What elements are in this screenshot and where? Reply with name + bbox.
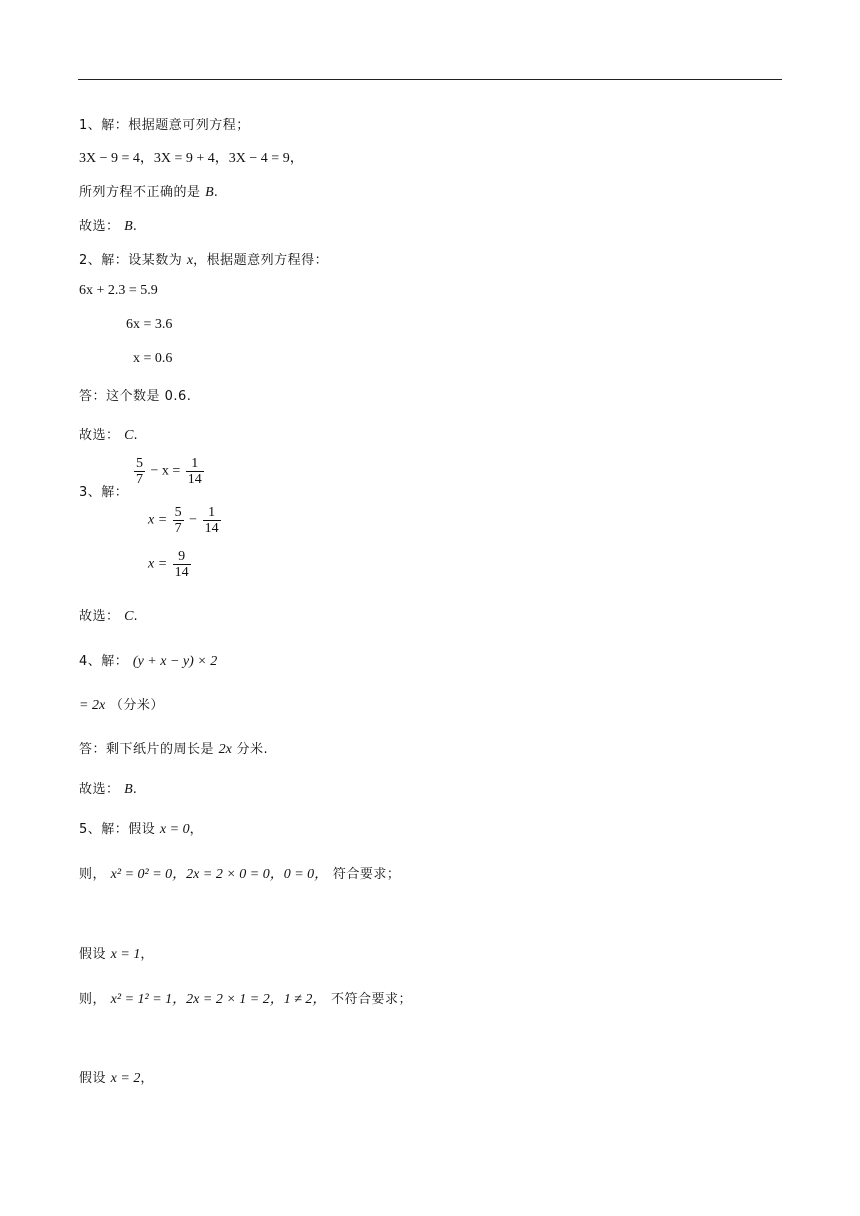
q4-choice-period: . — [132, 782, 138, 797]
q4-answer-text: 答：剩下纸片的周长是 — [79, 742, 215, 757]
q4-answer — [79, 738, 268, 758]
q5-assume-2-label: 假设 — [79, 1071, 107, 1086]
q3-choice — [79, 605, 138, 625]
q2-equation-2: 6x = 3.6 — [126, 317, 173, 332]
q3-eq2-b-numerator: 1 — [203, 505, 221, 521]
q5-then-0-note: 符合要求； — [332, 867, 401, 882]
q2-intro-post: ，根据题意列方程得： — [193, 253, 329, 268]
q3-label: 3、解： — [79, 485, 129, 500]
q3-eq2-middle: − — [189, 512, 198, 528]
q2-intro — [79, 249, 328, 269]
q1-conclusion-text: 所列方程不正确的是 — [79, 185, 201, 200]
q5-assume-2: x = 2 — [110, 1071, 141, 1086]
q1-conclusion-var: B — [205, 185, 214, 200]
q2-choice-period: . — [133, 428, 139, 443]
q5-comma-1: ， — [189, 822, 204, 837]
q5-comma-2: ， — [140, 947, 154, 962]
q4-answer-post: 分米. — [236, 742, 269, 757]
q5-line-1 — [79, 818, 203, 838]
q3-eq2-b-denominator: 14 — [204, 521, 219, 536]
q3-eq1-a-numerator: 5 — [136, 456, 143, 471]
q3-eq3-numerator: 9 — [173, 549, 191, 565]
q3-eq2-prefix: x = — [148, 512, 168, 528]
q3-eq3-fraction — [173, 549, 191, 580]
q4-unit: （分米） — [109, 698, 164, 713]
q1-equations: 3X − 9 = 4，3X = 9 + 4，3X − 4 = 9， — [79, 151, 304, 166]
q1-choice-period: . — [132, 219, 138, 234]
q2-intro-var: x — [186, 253, 194, 268]
q5-line-5 — [79, 1067, 154, 1087]
q5-line-4 — [79, 988, 412, 1008]
q3-eq1-b-denominator: 14 — [187, 472, 202, 487]
q3-equation-3 — [148, 549, 193, 580]
q1-conclusion — [79, 181, 218, 201]
q5-assume-0: x = 0 — [159, 822, 190, 837]
q1-choice-var: B — [124, 219, 133, 234]
q5-assume-1: x = 1 — [110, 947, 141, 962]
q3-eq1-fraction-b — [186, 456, 204, 487]
header-rule — [78, 79, 782, 80]
q3-equation-2 — [148, 505, 223, 536]
q2-equation-3: x = 0.6 — [133, 351, 173, 366]
q2-choice-label: 故选： — [79, 428, 120, 443]
q3-eq3-prefix: x = — [148, 556, 168, 572]
q2-intro-text: 2、解：设某数为 — [79, 253, 183, 268]
q3-eq1-a-denominator: 7 — [136, 472, 143, 487]
q5-then-0: x² = 0² = 0，2x = 2 × 0 = 0，0 = 0， — [110, 867, 329, 882]
q2-choice-var: C — [124, 428, 134, 443]
q2-choice — [79, 424, 138, 444]
q3-eq2-fraction-a — [173, 505, 184, 536]
q3-eq2-a-numerator: 5 — [174, 505, 182, 520]
q5-then-label-2: 则， — [79, 992, 107, 1007]
q3-eq1-middle: − x = — [150, 463, 181, 479]
q5-then-label-1: 则， — [79, 867, 107, 882]
q4-result: = 2x — [79, 698, 106, 713]
q1-conclusion-period: . — [213, 185, 219, 200]
q4-choice-label: 故选： — [79, 782, 120, 797]
q4-label: 4、解： — [79, 654, 129, 669]
q1-choice — [79, 215, 137, 235]
q5-comma-3: ， — [140, 1071, 154, 1086]
q3-choice-label: 故选： — [79, 609, 120, 624]
q1-choice-label: 故选： — [79, 219, 120, 234]
q3-eq1-fraction-a — [134, 456, 145, 487]
q4-choice-var: B — [124, 782, 133, 797]
q5-label: 5、解：假设 — [79, 822, 156, 837]
q4-answer-var: 2x — [218, 742, 232, 757]
q3-eq1-b-numerator: 1 — [186, 456, 204, 472]
q1-intro: 1、解：根据题意可列方程； — [79, 118, 250, 133]
q5-then-1: x² = 1² = 1，2x = 2 × 1 = 2，1 ≠ 2， — [110, 992, 327, 1007]
q2-answer: 答：这个数是 0.6. — [79, 389, 192, 404]
q5-line-2 — [79, 863, 400, 883]
q3-equation-1 — [132, 456, 206, 487]
q3-eq2-a-denominator: 7 — [174, 521, 182, 536]
q2-equation-1: 6x + 2.3 = 5.9 — [79, 283, 158, 298]
q3-eq3-denominator: 14 — [174, 565, 189, 580]
q5-then-1-note: 不符合要求； — [331, 992, 413, 1007]
q5-assume-1-label: 假设 — [79, 947, 107, 962]
q4-line-1 — [79, 650, 217, 670]
q4-line-2 — [79, 694, 164, 714]
q3-choice-period: . — [133, 609, 139, 624]
q5-line-3 — [79, 943, 154, 963]
q3-eq2-fraction-b — [203, 505, 221, 536]
q4-expression: (y + x − y) × 2 — [132, 654, 218, 669]
q4-choice — [79, 778, 137, 798]
q3-choice-var: C — [124, 609, 134, 624]
